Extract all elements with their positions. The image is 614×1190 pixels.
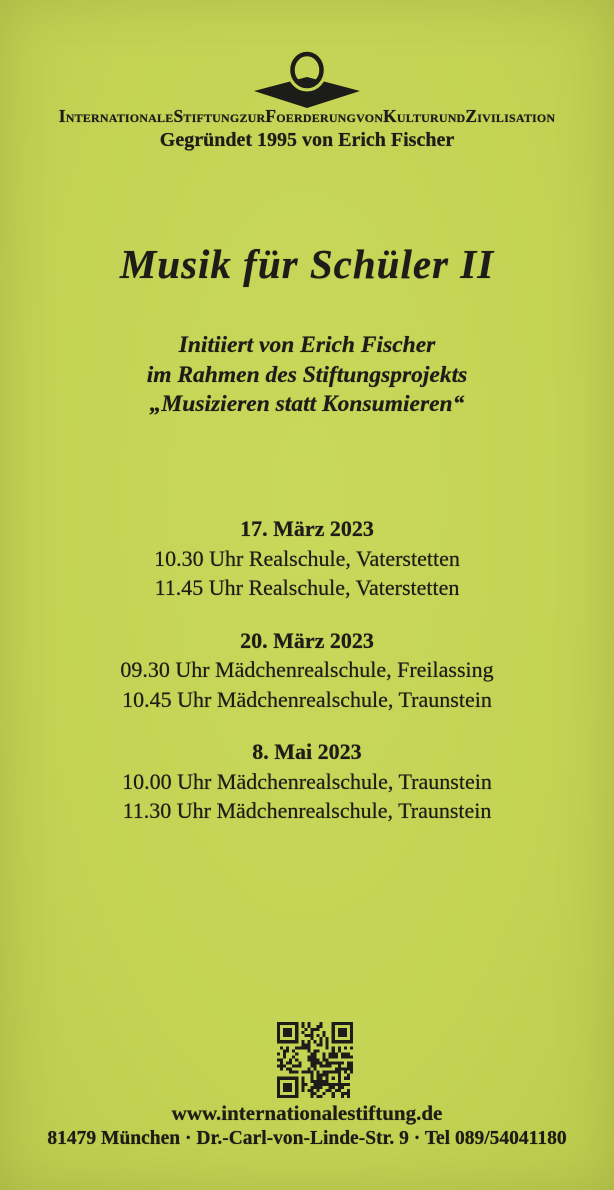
event-group (0, 737, 614, 826)
circle-over-diamond-icon (252, 44, 362, 112)
event-group (0, 626, 614, 715)
event-time-line: 11.30 Uhr Mädchenrealschule, Traunstein (122, 798, 492, 823)
event-time-line: 10.30 Uhr Realschule, Vaterstetten (154, 545, 460, 571)
org-name: InternationaleStiftungzurFoerderungvonKulturundZivilisation (58, 106, 556, 126)
subtitle-line: im Rahmen des Stiftungsprojekts (146, 361, 468, 388)
foundation-logo (252, 44, 362, 112)
subtitle-line: „Musizieren statt Konsumieren“ (149, 391, 465, 417)
event-time-line: 10.00 Uhr Mädchenrealschule, Traunstein (122, 768, 492, 794)
event-group (0, 514, 614, 603)
address-line: 81479 München · Dr.-Carl-von-Linde-Str. 9 · Tel 089/54041180 (47, 1128, 567, 1149)
event-time-line: 09.30 Uhr Mädchenrealschule, Freilassing (120, 657, 494, 682)
event-date: 17. März 2023 (240, 516, 374, 541)
event-time-line: 10.45 Uhr Mädchenrealschule, Traunstein (122, 686, 492, 712)
subtitle-line: Initiiert von Erich Fischer (178, 332, 436, 358)
founded-line: Gegründet 1995 von Erich Fischer (159, 129, 455, 151)
event-date: 8. Mai 2023 (252, 739, 362, 764)
qr-code-icon (277, 1022, 353, 1098)
event-time-line: 11.45 Uhr Realschule, Vaterstetten (154, 575, 460, 600)
subtitle-block (0, 331, 614, 420)
website-url: www.internationalestiftung.de (171, 1101, 443, 1125)
event-schedule (0, 514, 614, 849)
page-title: Musik für Schüler II (119, 241, 495, 287)
event-date: 20. März 2023 (240, 627, 374, 653)
